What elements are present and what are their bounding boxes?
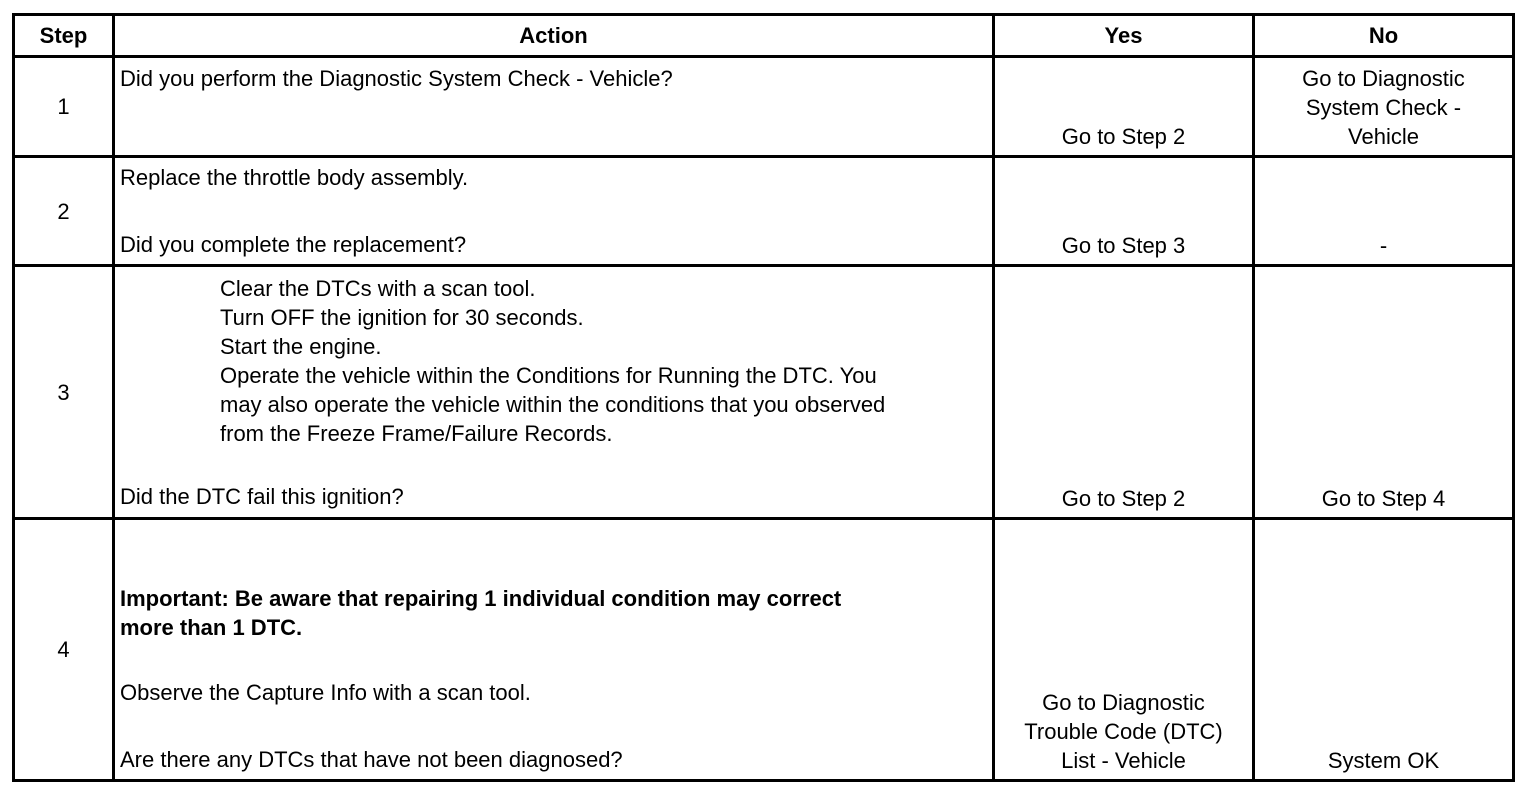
step-number: 4	[57, 637, 70, 662]
step-number: 1	[57, 94, 70, 119]
important-note	[120, 584, 841, 642]
no-cell	[1255, 267, 1512, 517]
header-no: No	[1368, 23, 1399, 48]
no-line: Go to Diagnostic	[1302, 66, 1465, 91]
action-instruction: Replace the throttle body assembly.	[120, 165, 469, 190]
yes-line: Go to Diagnostic	[1042, 690, 1205, 715]
instruction-line: Start the engine.	[220, 334, 382, 359]
header-yes: Yes	[1104, 23, 1143, 48]
important-line: more than 1 DTC.	[120, 615, 303, 640]
no-line: Go to Step 4	[1321, 486, 1446, 511]
no-line: -	[1379, 233, 1388, 258]
header-action: Action	[519, 23, 588, 48]
yes-line: Trouble Code (DTC)	[1024, 719, 1223, 744]
no-cell	[1255, 158, 1512, 264]
no-line: System Check -	[1305, 95, 1462, 120]
no-cell	[1255, 520, 1512, 779]
instruction-line: Operate the vehicle within the Conditions for Running the DTC. You	[220, 363, 877, 388]
column-divider	[112, 16, 115, 779]
action-question: Did you perform the Diagnostic System Check - Vehicle?	[120, 66, 673, 91]
action-question: Are there any DTCs that have not been diagnosed?	[120, 747, 623, 772]
instruction-line: Clear the DTCs with a scan tool.	[220, 276, 536, 301]
action-question: Did you complete the replacement?	[120, 232, 467, 257]
instruction-line: Turn OFF the ignition for 30 seconds.	[220, 305, 584, 330]
instruction-line: may also operate the vehicle within the conditions that you observed	[220, 392, 886, 417]
yes-cell	[995, 267, 1252, 517]
step-number: 2	[57, 198, 70, 224]
header-step: Step	[39, 23, 88, 48]
action-question: Did the DTC fail this ignition?	[120, 484, 404, 509]
yes-cell	[995, 158, 1252, 264]
yes-line: Go to Step 3	[1061, 233, 1186, 258]
instruction-list	[220, 274, 885, 448]
yes-cell	[995, 520, 1252, 779]
yes-cell	[995, 58, 1252, 155]
action-instruction: Observe the Capture Info with a scan tool.	[120, 680, 531, 705]
no-line: Vehicle	[1348, 124, 1419, 149]
yes-line: Go to Step 2	[1061, 124, 1186, 149]
yes-line: List - Vehicle	[1061, 748, 1186, 773]
important-line: Important: Be aware that repairing 1 individual condition may correct	[120, 586, 842, 611]
no-line: System OK	[1327, 748, 1440, 773]
no-cell	[1255, 58, 1512, 155]
diagnostic-table	[12, 13, 1515, 782]
step-number: 3	[57, 379, 70, 405]
yes-line: Go to Step 2	[1061, 486, 1186, 511]
instruction-line: from the Freeze Frame/Failure Records.	[220, 421, 613, 446]
